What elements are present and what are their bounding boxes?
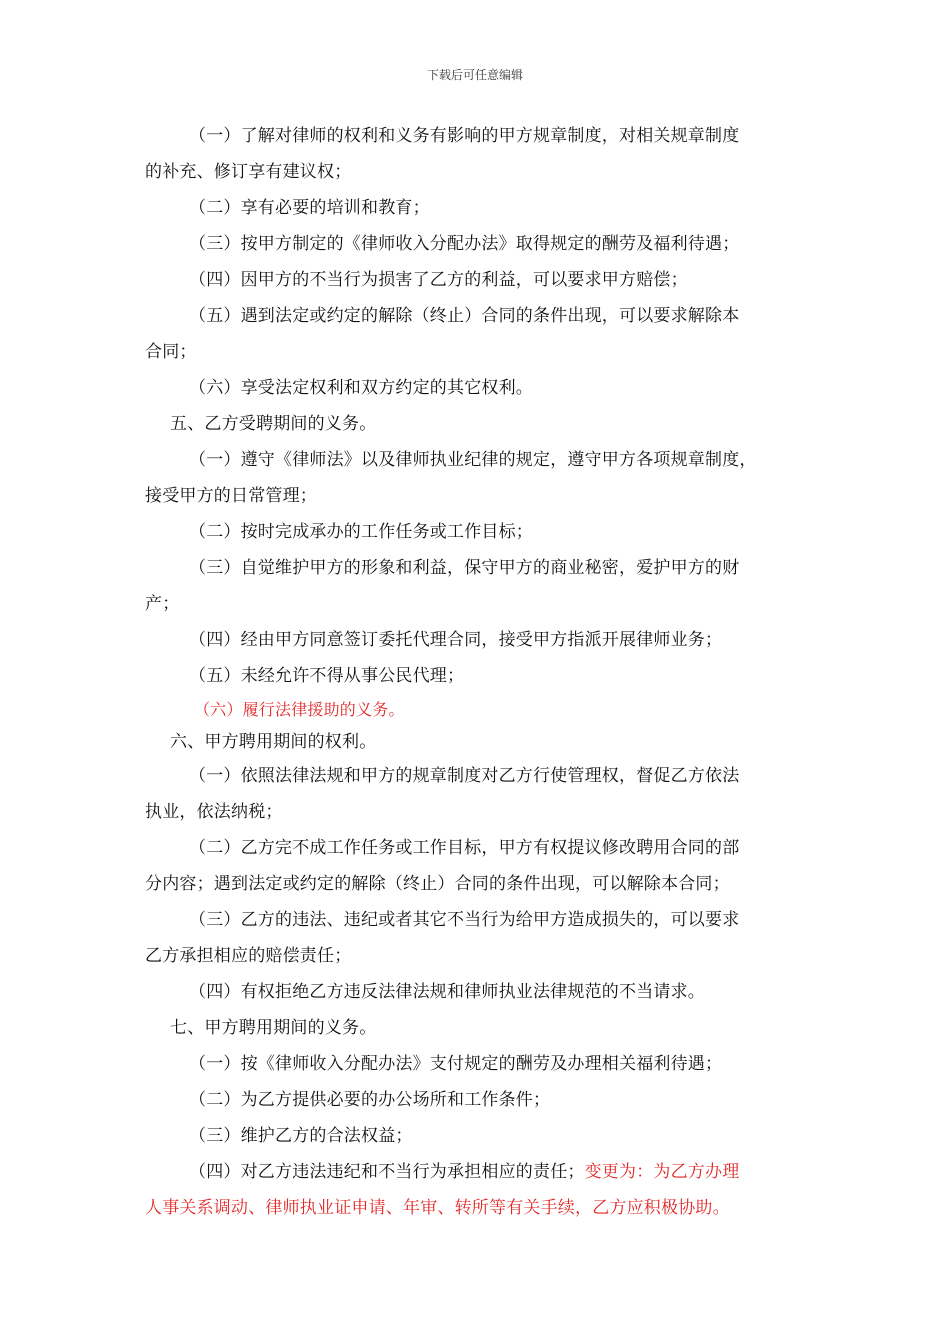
text-line: （二）享有必要的培训和教育； (189, 198, 430, 218)
section-heading: 五、乙方受聘期间的义务。 (170, 414, 377, 434)
page-header: 下载后可任意编辑 (426, 68, 523, 82)
text-line: 乙方承担相应的赔偿责任； (145, 946, 352, 966)
text-line: （一）按《律师收入分配办法》支付规定的酬劳及办理相关福利待遇； (189, 1054, 723, 1074)
text-line: 执业，依法纳税； (145, 802, 283, 822)
text-line: （三）维护乙方的合法权益； (189, 1126, 413, 1146)
text-line: （一）了解对律师的权利和义务有影响的甲方规章制度，对相关规章制度 (189, 126, 740, 146)
text-line: （二）按时完成承办的工作任务或工作目标； (189, 522, 533, 542)
text-line: 合同； (145, 342, 197, 362)
text-line: （四）因甲方的不当行为损害了乙方的利益，可以要求甲方赔偿； (189, 270, 688, 290)
text-line: （三）自觉维护甲方的形象和利益，保守甲方的商业秘密，爱护甲方的财 (189, 558, 740, 578)
text-line: （二）为乙方提供必要的办公场所和工作条件； (189, 1090, 551, 1110)
section-heading: 七、甲方聘用期间的义务。 (170, 1018, 377, 1038)
text-line: （四）经由甲方同意签订委托代理合同，接受甲方指派开展律师业务； (189, 630, 723, 650)
section-heading: 六、甲方聘用期间的权利。 (170, 732, 377, 752)
text-line: （三）按甲方制定的《律师收入分配办法》取得规定的酬劳及福利待遇； (189, 234, 740, 254)
text-line: （二）乙方完不成工作任务或工作目标，甲方有权提议修改聘用合同的部 (189, 838, 740, 858)
text-line: （三）乙方的违法、违纪或者其它不当行为给甲方造成损失的，可以要求 (189, 910, 740, 930)
text-line: 的补充、修订享有建议权； (145, 162, 352, 182)
text-line: （六）享受法定权利和双方约定的其它权利。 (189, 378, 533, 398)
revision-text-line: 人事关系调动、律师执业证申请、年审、转所等有关手续，乙方应积极协助。 (145, 1198, 730, 1218)
text-line: （一）依照法律法规和甲方的规章制度对乙方行使管理权，督促乙方依法 (189, 766, 740, 786)
inserted-text-line: （六）履行法律援助的义务。 (194, 700, 405, 719)
text-line: （四）有权拒绝乙方违反法律法规和律师执业法律规范的不当请求。 (189, 982, 705, 1002)
text-line: （五）未经允许不得从事公民代理； (189, 666, 465, 686)
document-body (145, 118, 810, 1226)
text-line: 分内容；遇到法定或约定的解除（终止）合同的条件出现，可以解除本合同； (145, 874, 730, 894)
text-line: 产； (145, 594, 180, 614)
revision-text: 变更为：为乙方办理 (584, 1162, 740, 1182)
original-text: （四）对乙方违法违纪和不当行为承担相应的责任； (189, 1162, 585, 1182)
text-line: （五）遇到法定或约定的解除（终止）合同的条件出现，可以要求解除本 (189, 306, 740, 326)
text-line: 接受甲方的日常管理； (145, 486, 317, 506)
text-line: （一）遵守《律师法》以及律师执业纪律的规定，遵守甲方各项规章制度， (189, 450, 757, 470)
text-line (145, 1154, 810, 1190)
